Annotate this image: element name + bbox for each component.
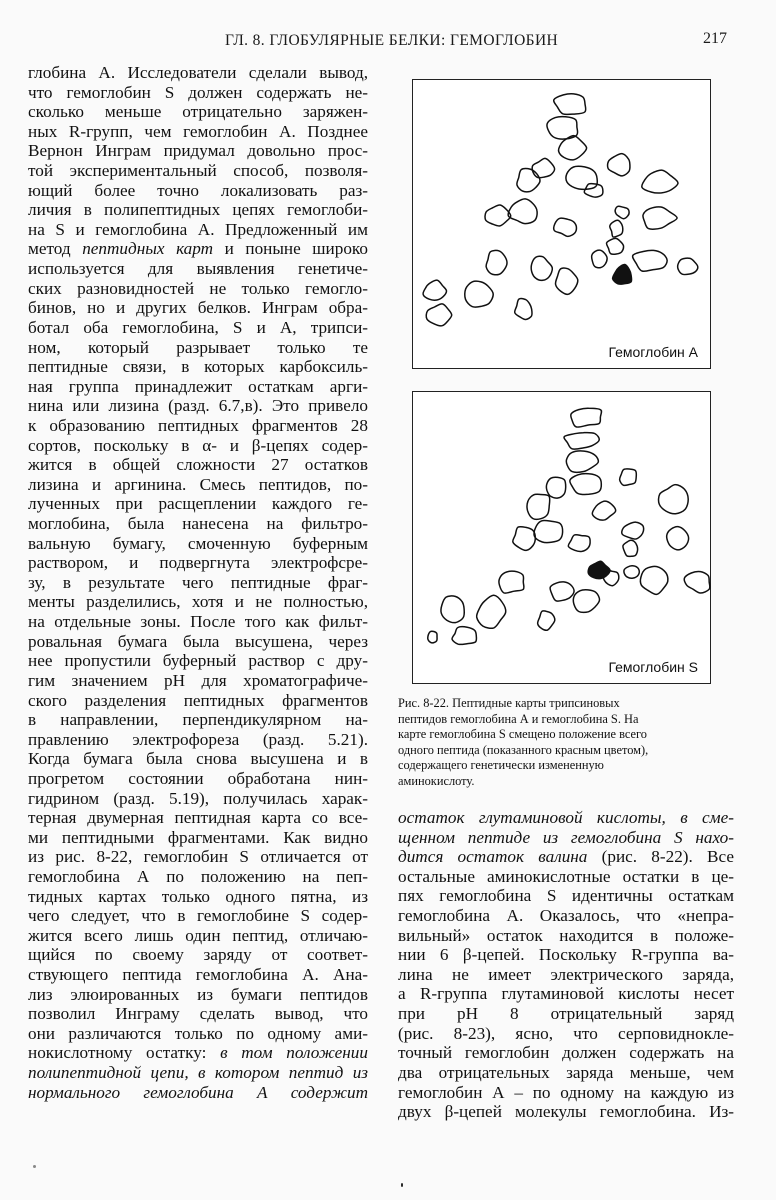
- peptide-spot: [452, 627, 476, 645]
- text-line: той экспериментальный способ, позволя-: [28, 161, 368, 181]
- peptide-spot: [486, 250, 507, 274]
- text-line: гемоглобин А – по одному на каждую из: [398, 1082, 734, 1102]
- peptide-spot: [423, 280, 446, 300]
- peptide-spot: [566, 451, 598, 472]
- text-line: [398, 847, 734, 867]
- text-line: нее пропустили буферный раствор с дру-: [28, 651, 368, 671]
- peptide-spot: [564, 433, 599, 450]
- text-line: гемоглобина А. Оказалось, что «непра-: [398, 906, 734, 926]
- peptide-spot: [620, 469, 637, 486]
- text-run: нокислотному остатку:: [28, 1043, 221, 1063]
- caption-line: содержащего генетически измененную: [398, 758, 604, 773]
- peptide-map-spots-s: [413, 392, 712, 685]
- text-line: бинов, но и других белков. Инграм обра-: [28, 298, 368, 318]
- text-line: [398, 808, 734, 828]
- peptide-spot: [566, 166, 597, 189]
- text-line: что гемоглобин S должен содержать не-: [28, 82, 368, 102]
- peptide-spot: [615, 206, 629, 218]
- peptide-spot: [570, 474, 602, 495]
- page-number: 217: [703, 30, 727, 47]
- italic-text-run: остаток глутаминовой кислоты, в сме-: [398, 808, 734, 827]
- panel-label-hemoglobin-a: Гемоглобин А: [608, 344, 698, 360]
- peptide-map-spots-a: [413, 80, 712, 370]
- text-line: [28, 1043, 368, 1063]
- text-line: нина или лизина (разд. 6.7,в). Это привело: [28, 396, 368, 416]
- peptide-spot: [640, 566, 667, 594]
- peptide-spot: [642, 170, 678, 193]
- scan-artifact: [33, 1165, 36, 1168]
- peptide-spot: [584, 184, 603, 198]
- text-line: тидных картах только одного пятна, из: [28, 886, 368, 906]
- text-line: используется для выявления генетиче-: [28, 259, 368, 279]
- peptide-spot: [556, 268, 578, 294]
- peptide-spot: [426, 304, 451, 326]
- italic-text-run: полипептидной цепи, в котором пептид из: [28, 1063, 368, 1083]
- peptide-spot: [441, 596, 464, 623]
- running-title: ГЛ. 8. ГЛОБУЛЯРНЫЕ БЕЛКИ: ГЕМОГЛОБИН: [225, 32, 559, 49]
- text-line: Когда бумага была снова высушена и в: [28, 749, 368, 769]
- text-line: гим значением pH для хроматографиче-: [28, 670, 368, 690]
- peptide-spot: [428, 631, 437, 643]
- text-line: ских разновидностей не только гемогло-: [28, 278, 368, 298]
- peptide-spot: [499, 571, 524, 593]
- peptide-spot: [534, 520, 563, 542]
- text-line: терная двумерная пептидная карта со все-: [28, 808, 368, 828]
- italic-text-run: щенном пептиде из гемоглобина S нахо-: [398, 827, 734, 847]
- mutated-peptide-spot: [612, 264, 632, 284]
- text-line: ботал оба гемоглобина, S и А, трипси-: [28, 317, 368, 337]
- peptide-spot: [624, 566, 639, 579]
- peptide-spot: [643, 207, 677, 229]
- italic-text-run: в том положении: [220, 1043, 368, 1063]
- peptide-spot: [550, 582, 574, 601]
- caption-line: пептидов гемоглобина А и гемоглобина S. На: [398, 711, 639, 726]
- peptide-spot: [607, 238, 624, 254]
- text-line: ном, который разрывает только те: [28, 337, 368, 357]
- text-line: на S и гемоглобина А. Предложенный им: [28, 219, 368, 239]
- peptide-spot: [554, 218, 577, 236]
- peptide-spot: [508, 199, 537, 224]
- text-line: [28, 1083, 368, 1103]
- text-line: глобина А. Исследователи сделали вывод,: [28, 63, 368, 82]
- text-line: лизина и аргинина. Смесь пептидов, по-: [28, 474, 368, 494]
- text-line: щийся по своему заряду от соответ-: [28, 945, 368, 965]
- caption-line: аминокислоту.: [398, 773, 475, 788]
- peptide-map-hemoglobin-a: [412, 79, 711, 369]
- text-line: правлению электрофореза (разд. 5.21).: [28, 729, 368, 749]
- peptide-spot: [515, 299, 532, 320]
- peptide-spot: [592, 501, 615, 520]
- text-line: личия в полипептидных цепях гемоглоби-: [28, 200, 368, 220]
- peptide-spot: [608, 154, 630, 176]
- peptide-spot: [659, 485, 689, 514]
- text-line: менты разделились, хотя и не полностью,: [28, 592, 368, 612]
- text-run: и поныне широко: [213, 239, 368, 259]
- peptide-spot: [546, 477, 565, 498]
- text-line: к образованию пептидных фрагментов 28: [28, 415, 368, 435]
- text-line: зу, в результате чего пептидные фраг-: [28, 572, 368, 592]
- text-line: моглобина, была нанесена на фильтро-: [28, 514, 368, 534]
- panel-label-hemoglobin-s: Гемоглобин S: [608, 659, 698, 675]
- text-line: [28, 239, 368, 259]
- text-line: ствующего пептида гемоглобина А. Ана-: [28, 965, 368, 985]
- scan-artifact: [401, 1183, 403, 1187]
- caption-line: карте гемоглобина S смещено положение всего: [398, 727, 648, 742]
- text-line: остальные аминокислотные остатки в це-: [398, 866, 734, 886]
- text-line: прогретом состоянии обработана нин-: [28, 768, 368, 788]
- text-line: сортов, поскольку в α- и β-цепях содер-: [28, 435, 368, 455]
- running-head: [0, 30, 776, 54]
- peptide-spot: [633, 250, 668, 271]
- peptide-spot: [622, 522, 644, 539]
- peptide-spot: [517, 169, 540, 192]
- peptide-spot: [477, 595, 506, 628]
- text-line: ровальная бумага была высушена, через: [28, 631, 368, 651]
- text-line: пях гемоглобина S идентичны остаткам: [398, 886, 734, 906]
- peptide-spot: [538, 611, 555, 630]
- text-run: (рис. 8-22). Все: [587, 847, 734, 867]
- text-line: раствором, и подвергнута электрофсре-: [28, 553, 368, 573]
- italic-text-run: пептидных карт: [82, 239, 214, 259]
- text-line: [398, 828, 734, 848]
- peptide-spot: [465, 281, 493, 307]
- text-line: на отдельные зоны. После того как фильт-: [28, 612, 368, 632]
- text-line: ная группа принадлежит остаткам арги-: [28, 376, 368, 396]
- text-line: гидрином (разд. 5.19), получилась харак-: [28, 788, 368, 808]
- peptide-spot: [485, 205, 511, 226]
- text-line: лиз элюированных из бумаги пептидов: [28, 984, 368, 1004]
- text-line: вильный» остаток находится в положе-: [398, 925, 734, 945]
- caption-line: одного пептида (показанного красным цветом),: [398, 742, 649, 757]
- figure-caption: [398, 696, 728, 790]
- caption-line: Рис. 8-22. Пептидные карты трипсиновых: [398, 696, 620, 710]
- text-line: вальную бумагу, смоченную буферным: [28, 533, 368, 553]
- text-line: при pH 8 отрицательный заряд: [398, 1004, 734, 1024]
- text-line: из рис. 8-22, гемоглобин S отличается от: [28, 847, 368, 867]
- text-line: жится всего лишь один пептид, отличаю-: [28, 925, 368, 945]
- right-text-column: [398, 808, 734, 1122]
- peptide-spot: [573, 590, 599, 613]
- peptide-spot: [592, 250, 607, 268]
- text-line: в направлении, перпендикулярном на-: [28, 710, 368, 730]
- text-line: гемоглобина А по положению на пеп-: [28, 866, 368, 886]
- left-text-column: [28, 63, 368, 1102]
- text-run: метод: [28, 239, 83, 259]
- text-line: два отрицательных заряда меньше, чем: [398, 1062, 734, 1082]
- text-line: Вернон Инграм придумал довольно прос-: [28, 141, 368, 161]
- peptide-spot: [568, 535, 590, 552]
- text-line: двух β-цепей молекулы гемоглобина. Из-: [398, 1102, 734, 1122]
- text-line: позволил Инграму сделать вывод, что: [28, 1004, 368, 1024]
- peptide-spot: [554, 94, 586, 115]
- peptide-spot: [531, 256, 552, 280]
- peptide-spot: [513, 527, 536, 551]
- text-line: сколько меньше отрицательно заряжен-: [28, 102, 368, 122]
- text-line: ных R-групп, чем гемоглобин А. Позднее: [28, 121, 368, 141]
- peptide-spot: [678, 258, 698, 274]
- peptide-spot: [532, 158, 554, 177]
- text-line: точный гемоглобин должен содержать на: [398, 1043, 734, 1063]
- peptide-spot: [610, 220, 623, 237]
- peptide-spot: [623, 540, 638, 556]
- peptide-spot: [527, 494, 550, 519]
- text-line: жится в общей сложности 27 остатков: [28, 455, 368, 475]
- text-line: ющий более точно локализовать раз-: [28, 180, 368, 200]
- text-line: пептидные связи, в которых карбоксиль-: [28, 357, 368, 377]
- text-line: чего следует, что в гемоглобине S содер-: [28, 906, 368, 926]
- peptide-spot: [667, 527, 689, 550]
- italic-text-run: дится остаток валина: [398, 847, 588, 867]
- text-line: а R-группа глутаминовой кислоты несет: [398, 984, 734, 1004]
- text-line: лина не имеет электрического заряда,: [398, 964, 734, 984]
- text-line: [28, 1063, 368, 1083]
- italic-text-run: нормального гемоглобина А содержит: [28, 1082, 368, 1102]
- text-line: ми пептидными фрагментами. Как видно: [28, 827, 368, 847]
- text-line: ского разделения пептидных фрагментов: [28, 690, 368, 710]
- mutated-peptide-spot: [588, 561, 610, 579]
- text-line: лученных при расщеплении каждого ге-: [28, 494, 368, 514]
- text-line: нии 6 β-цепей. Поскольку R-группа ва-: [398, 945, 734, 965]
- peptide-map-hemoglobin-s: [412, 391, 711, 684]
- text-line: (рис. 8-23), ясно, что серповидноклe-: [398, 1023, 734, 1043]
- peptide-spot: [571, 408, 602, 427]
- text-line: они различаются только по одному ами-: [28, 1023, 368, 1043]
- peptide-spot: [684, 571, 710, 593]
